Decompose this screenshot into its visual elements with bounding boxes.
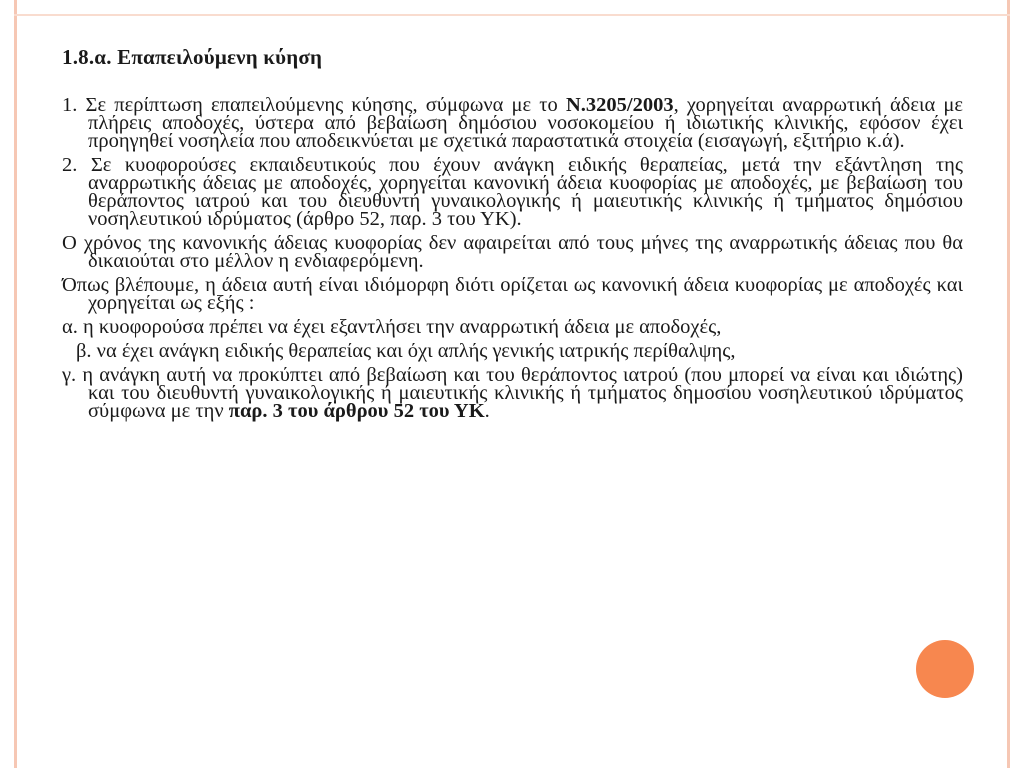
top-frame-line (14, 14, 1010, 16)
paragraph-1-text-a: 1. Σε περίπτωση επαπειλούμενης κύησης, σύμφωνα με το (62, 94, 566, 116)
list-item-c (62, 366, 963, 420)
right-frame-line (1007, 0, 1010, 768)
list-item-a: α. η κυοφορούσα πρέπει να έχει εξαντλήσει την αναρρωτική άδεια με αποδοχές, (62, 316, 722, 338)
slide-content (62, 44, 963, 426)
article-reference: παρ. 3 του άρθρου 52 του ΥΚ (228, 400, 485, 422)
slide-title: 1.8.α. Επαπειλούμενη κύηση (62, 45, 323, 69)
law-reference: Ν.3205/2003 (565, 94, 674, 116)
list-item-b: β. να έχει ανάγκη ειδικής θεραπείας και όχι απλής γενικής ιατρικής περίθαλψης, (76, 340, 736, 362)
paragraph-1 (62, 96, 963, 150)
list-item-c-end: . (484, 400, 490, 422)
paragraph-2: 2. Σε κυοφορούσες εκπαιδευτικούς που έχουν ανάγκη ειδικής θεραπείας, μετά την εξάντληση της αναρρωτικής άδειας με αποδοχές, χορηγείται κανονική άδεια κυοφορίας με αποδοχές, με βεβαίωση του θεράποντος ιατρού και του διευθυντή γυναικολογικής ή μαιευτικής κλινικής ή τμήματος δημόσιου νοσηλευτικού ιδρύματος (άρθρο 52, παρ. 3 του ΥΚ). (62, 154, 963, 230)
paragraph-1-text-b: , χορηγείται αναρρωτική άδεια με πλήρεις αποδοχές, ύστερα από βεβαίωση δημόσιου νοσοκομείου ή ιδιωτικής κλινικής, εφόσον έχει προηγηθεί νοσηλεία που αποδεικνύεται με σχετικά παραστατικά στοιχεία (εισαγωγή, εξιτήριο κ.ά). (88, 94, 963, 152)
paragraph-4: Όπως βλέπουμε, η άδεια αυτή είναι ιδιόμορφη διότι ορίζεται ως κανονική άδεια κυοφορίας με αποδοχές και χορηγείται ως εξής : (62, 274, 963, 314)
accent-circle (916, 640, 974, 698)
left-frame-line (14, 0, 17, 768)
list-item-c-text: γ. η ανάγκη αυτή να προκύπτει από βεβαίωση και του θεράποντος ιατρού (που μπορεί να είναι και ιδιώτης) και του διευθυντή γυναικολογικής ή μαιευτικής κλινικής ή τμήματος δημοσίου νοσηλευτικού ιδρύματος σύμφωνα με την (62, 364, 963, 422)
paragraph-3: Ο χρόνος της κανονικής άδειας κυοφορίας δεν αφαιρείται από τους μήνες της αναρρωτικής άδειας που θα δικαιούται στο μέλλον η ενδιαφερόμενη. (62, 232, 963, 272)
